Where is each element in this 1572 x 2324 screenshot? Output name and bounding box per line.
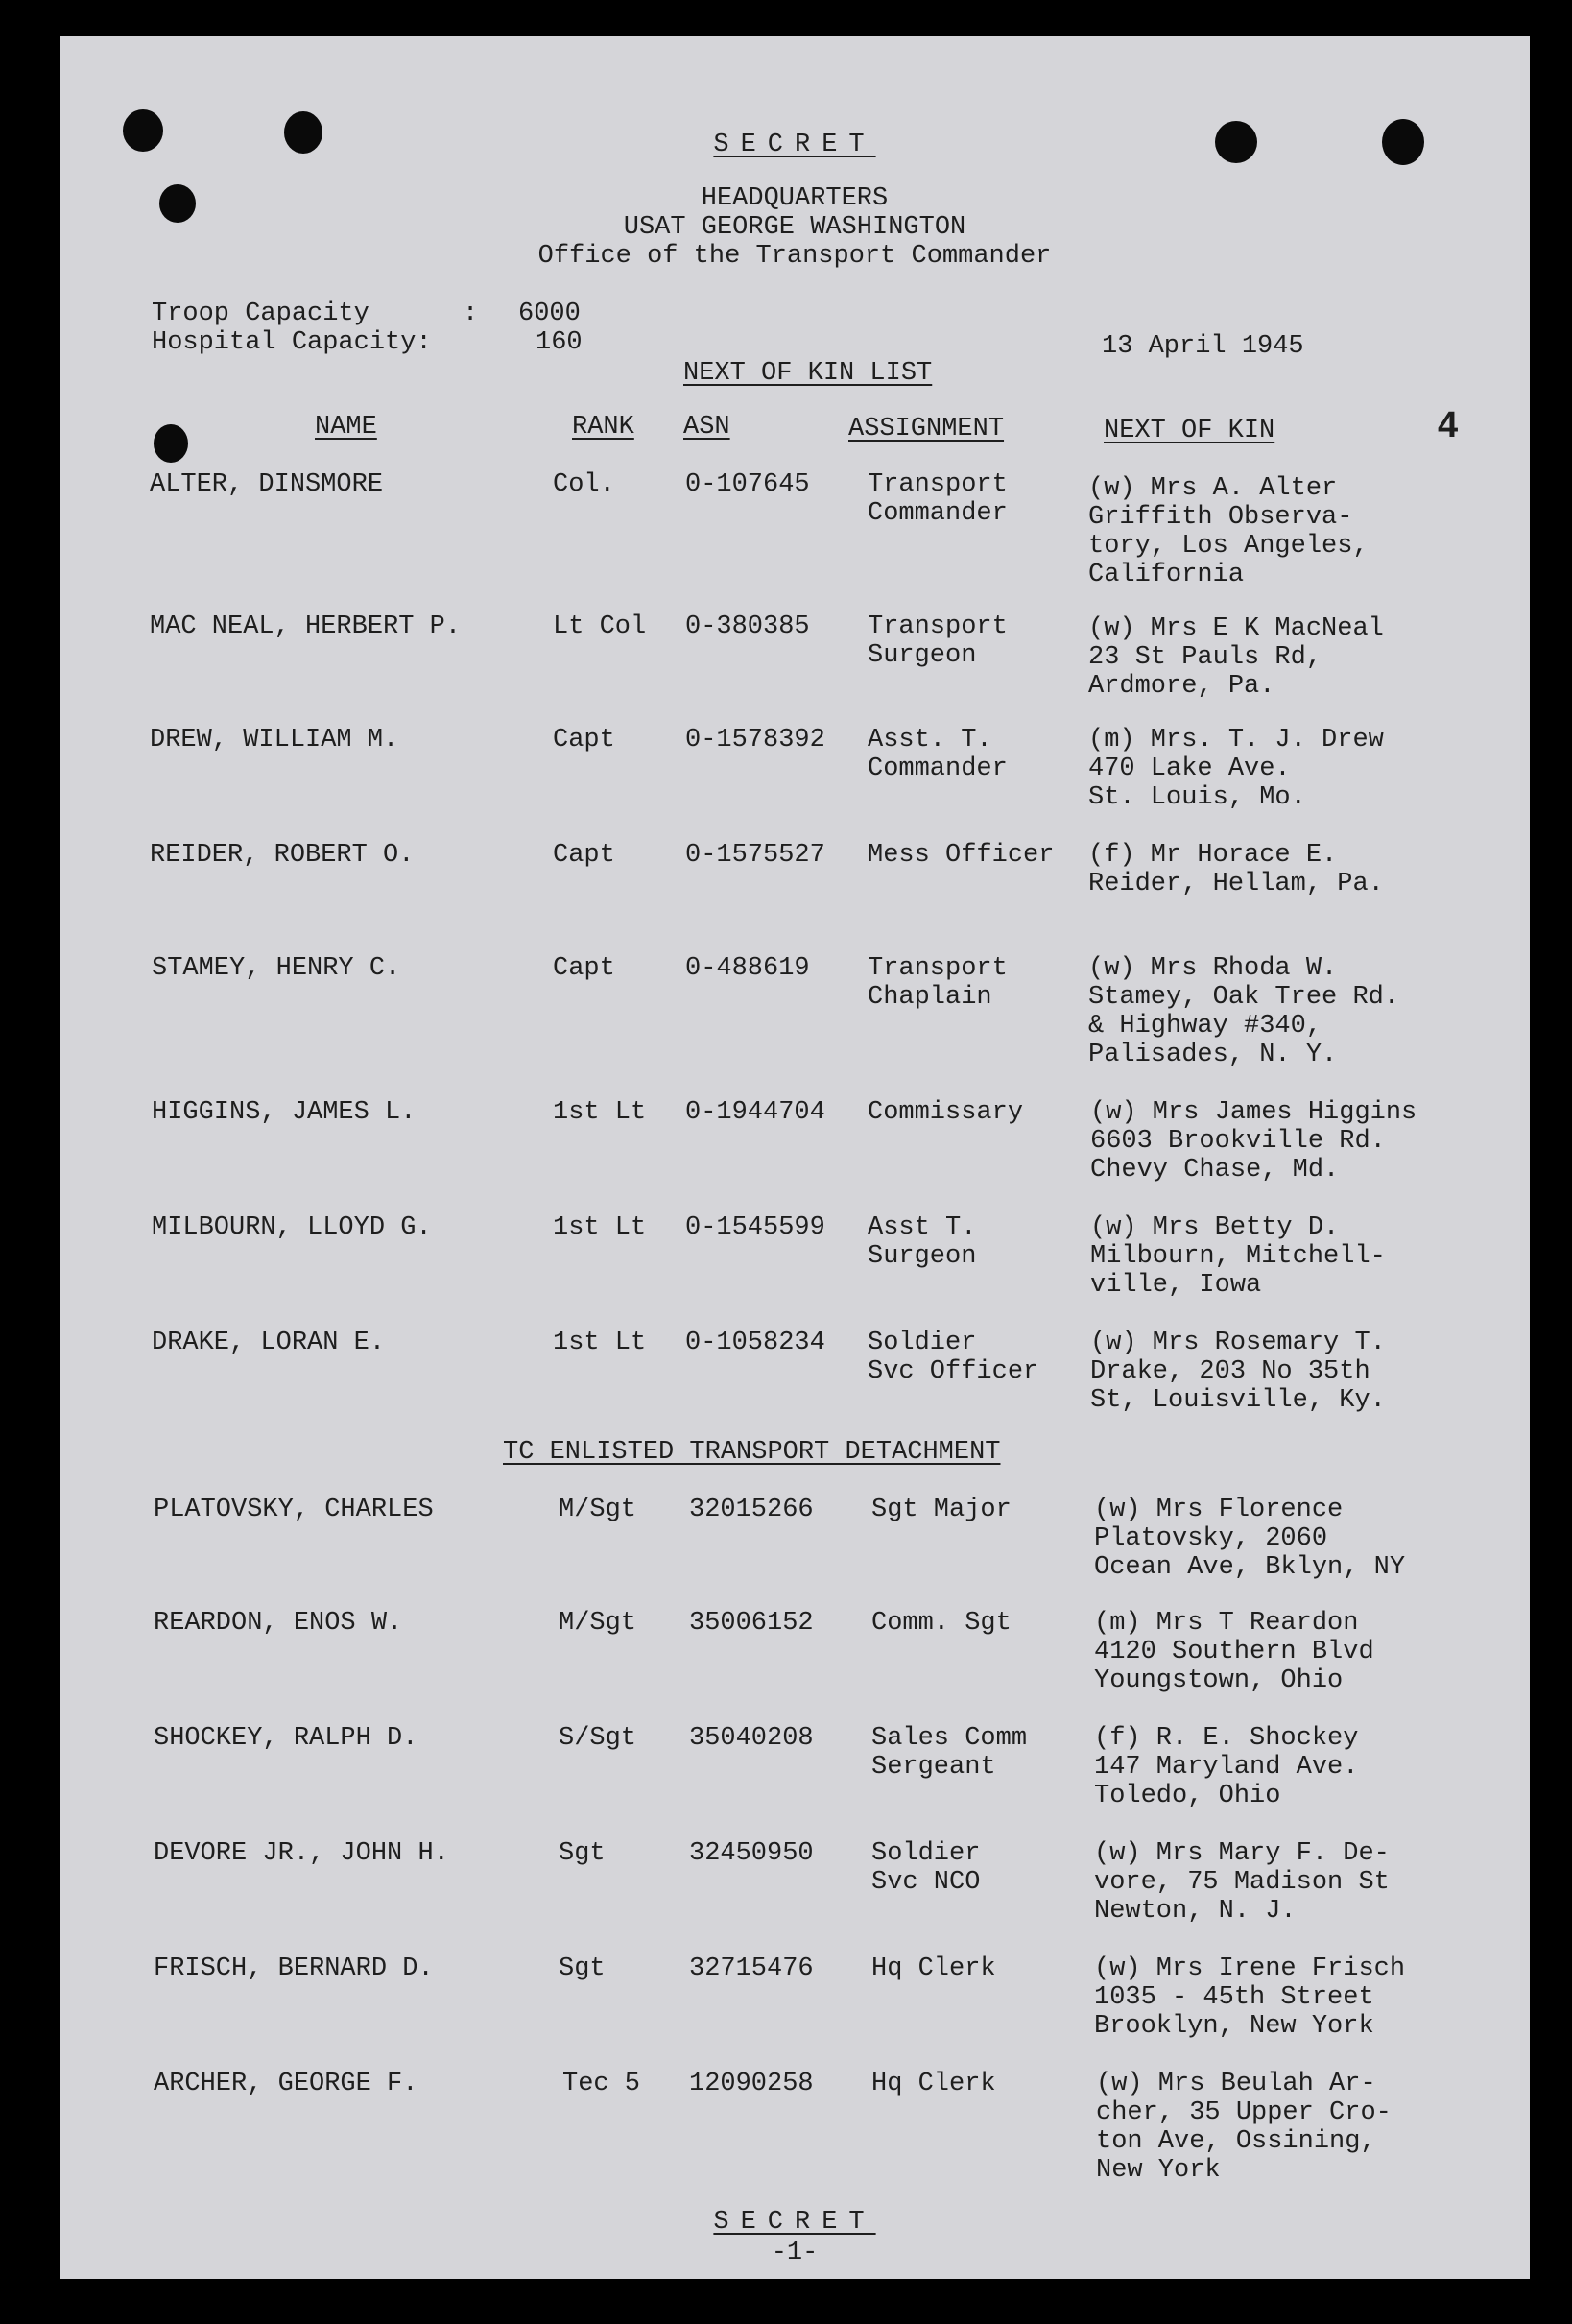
asn-cell: 0-1058234 [685, 1329, 825, 1357]
classification-header: SECRET [713, 131, 876, 159]
kin-cell: (w) Mrs Irene Frisch 1035 - 45th Street Brooklyn, New York [1094, 1954, 1406, 2041]
kin-cell: (m) Mrs T Reardon 4120 Southern Blvd Youngstown, Ohio [1094, 1609, 1374, 1695]
headquarters-line: HEADQUARTERS [701, 184, 889, 213]
asn-cell: 0-488619 [685, 954, 810, 983]
rank-cell: Capt [553, 841, 615, 870]
table-row [60, 1098, 1530, 1233]
page-mark: 4 [1438, 405, 1459, 445]
asn-cell: 32015266 [689, 1496, 814, 1524]
rank-cell: 1st Lt [553, 1213, 647, 1242]
kin-cell: (m) Mrs. T. J. Drew 470 Lake Ave. St. Louis, Mo. [1088, 726, 1384, 812]
column-header-name: NAME [315, 413, 377, 442]
table-row [60, 954, 1530, 1089]
table-row [60, 1954, 1530, 2089]
asn-cell: 0-1575527 [685, 841, 825, 870]
troop-capacity-value: 6000 [518, 299, 581, 328]
assignment-cell: Transport Chaplain [868, 954, 1008, 1012]
assignment-cell: Transport Commander [868, 470, 1008, 528]
kin-cell: (w) Mrs Florence Platovsky, 2060 Ocean Ave, Bklyn, NY [1094, 1496, 1406, 1582]
kin-cell: (w) Mrs Rhoda W. Stamey, Oak Tree Rd. & Highway #340, Palisades, N. Y. [1088, 954, 1400, 1069]
rank-cell: Sgt [559, 1839, 606, 1868]
assignment-cell: Comm. Sgt [871, 1609, 1012, 1638]
asn-cell: 32715476 [689, 1954, 814, 1983]
name-cell: DEVORE JR., JOHN H. [154, 1839, 449, 1868]
table-row [60, 726, 1530, 860]
assignment-cell: Transport Surgeon [868, 612, 1008, 670]
asn-cell: 0-107645 [685, 470, 810, 499]
rank-cell: Col. [553, 470, 615, 499]
name-cell: MAC NEAL, HERBERT P. [150, 612, 462, 641]
kin-cell: (w) Mrs James Higgins 6603 Brookville Rd. Chevy Chase, Md. [1090, 1098, 1417, 1185]
kin-cell: (w) Mrs Beulah Ar- cher, 35 Upper Cro- ton Ave, Ossining, New York [1096, 2070, 1392, 2185]
rank-cell: 1st Lt [553, 1098, 647, 1127]
column-header-kin: NEXT OF KIN [1104, 417, 1275, 445]
rank-cell: 1st Lt [553, 1329, 647, 1357]
rank-cell: Lt Col [553, 612, 647, 641]
asn-cell: 0-380385 [685, 612, 810, 641]
kin-cell: (w) Mrs Betty D. Milbourn, Mitchell- ville, Iowa [1090, 1213, 1386, 1300]
hospital-capacity-label: Hospital Capacity: [152, 328, 432, 357]
troop-capacity-sep: : [463, 299, 479, 328]
column-header-asn: ASN [683, 413, 730, 442]
troop-capacity-label: Troop Capacity [152, 299, 369, 328]
name-cell: DRAKE, LORAN E. [152, 1329, 386, 1357]
name-cell: HIGGINS, JAMES L. [152, 1098, 417, 1127]
rank-cell: Capt [553, 954, 615, 983]
rank-cell: S/Sgt [559, 1724, 637, 1753]
assignment-cell: Hq Clerk [871, 1954, 996, 1983]
rank-cell: M/Sgt [559, 1496, 637, 1524]
rank-cell: M/Sgt [559, 1609, 637, 1638]
asn-cell: 32450950 [689, 1839, 814, 1868]
name-cell: DREW, WILLIAM M. [150, 726, 399, 755]
asn-cell: 35040208 [689, 1724, 814, 1753]
asn-cell: 0-1944704 [685, 1098, 825, 1127]
document-page [60, 36, 1530, 2279]
assignment-cell: Sales Comm Sergeant [871, 1724, 1028, 1782]
name-cell: STAMEY, HENRY C. [152, 954, 401, 983]
document-date: 13 April 1945 [1102, 332, 1304, 361]
name-cell: MILBOURN, LLOYD G. [152, 1213, 432, 1242]
name-cell: ALTER, DINSMORE [150, 470, 384, 499]
table-row [60, 2070, 1530, 2204]
list-title: NEXT OF KIN LIST [683, 359, 933, 388]
office-line: Office of the Transport Commander [537, 242, 1052, 271]
table-row [60, 1213, 1530, 1348]
hospital-capacity-value: 160 [536, 328, 583, 357]
rank-cell: Tec 5 [562, 2070, 641, 2098]
classification-footer: SECRET [713, 2208, 876, 2237]
kin-cell: (f) R. E. Shockey 147 Maryland Ave. Toledo, Ohio [1094, 1724, 1359, 1810]
page-number: -1- [771, 2239, 819, 2267]
name-cell: SHOCKEY, RALPH D. [154, 1724, 418, 1753]
table-row [60, 1724, 1530, 1858]
assignment-cell: Mess Officer [868, 841, 1055, 870]
section-title-enlisted: TC ENLISTED TRANSPORT DETACHMENT [503, 1438, 1001, 1467]
name-cell: REARDON, ENOS W. [154, 1609, 403, 1638]
kin-cell: (w) Mrs E K MacNeal 23 St Pauls Rd, Ardmore, Pa. [1088, 614, 1384, 701]
assignment-cell: Commissary [868, 1098, 1024, 1127]
asn-cell: 12090258 [689, 2070, 814, 2098]
name-cell: ARCHER, GEORGE F. [154, 2070, 418, 2098]
assignment-cell: Asst T. Surgeon [868, 1213, 977, 1271]
assignment-cell: Soldier Svc Officer [868, 1329, 1039, 1386]
kin-cell: (w) Mrs Mary F. De- vore, 75 Madison St Newton, N. J. [1094, 1839, 1390, 1926]
assignment-cell: Sgt Major [871, 1496, 1012, 1524]
name-cell: FRISCH, BERNARD D. [154, 1954, 434, 1983]
ship-name-line: USAT GEORGE WASHINGTON [623, 213, 966, 242]
rank-cell: Sgt [559, 1954, 606, 1983]
table-row [60, 1839, 1530, 1974]
kin-cell: (f) Mr Horace E. Reider, Hellam, Pa. [1088, 841, 1384, 898]
assignment-cell: Soldier Svc NCO [871, 1839, 981, 1897]
rank-cell: Capt [553, 726, 615, 755]
assignment-cell: Asst. T. Commander [868, 726, 1008, 783]
name-cell: REIDER, ROBERT O. [150, 841, 415, 870]
punch-hole [154, 424, 188, 463]
asn-cell: 35006152 [689, 1609, 814, 1638]
name-cell: PLATOVSKY, CHARLES [154, 1496, 434, 1524]
table-row [60, 1609, 1530, 1743]
asn-cell: 0-1578392 [685, 726, 825, 755]
column-header-rank: RANK [572, 413, 634, 442]
assignment-cell: Hq Clerk [871, 2070, 996, 2098]
table-row [60, 470, 1530, 605]
kin-cell: (w) Mrs Rosemary T. Drake, 203 No 35th St, Louisville, Ky. [1090, 1329, 1386, 1415]
kin-cell: (w) Mrs A. Alter Griffith Observa- tory, Los Angeles, California [1088, 474, 1369, 589]
asn-cell: 0-1545599 [685, 1213, 825, 1242]
column-header-assignment: ASSIGNMENT [848, 415, 1005, 443]
